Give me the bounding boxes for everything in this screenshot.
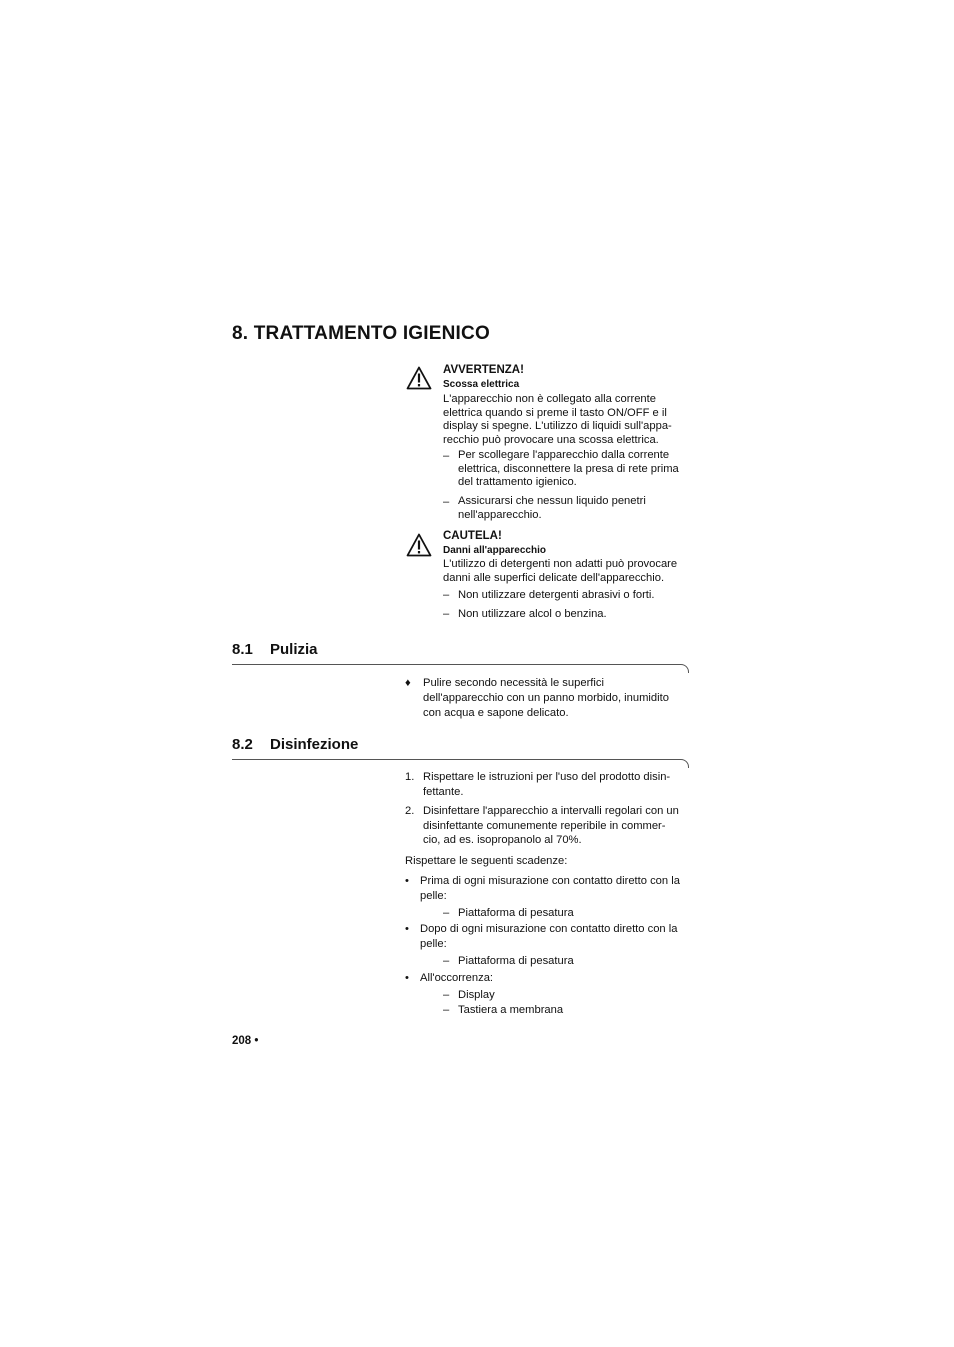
text-line: Rispettare le istruzioni per l'uso del prodotto disin- <box>423 771 671 783</box>
warning-triangle-icon <box>406 533 432 557</box>
text-line: display si spegne. L'utilizzo di liquidi sull'appa- <box>443 420 672 433</box>
text-line: nell'apparecchio. <box>458 508 542 521</box>
text-line: cio, ad es. isopropanolo al 70%. <box>423 834 582 847</box>
schedule-intro: Rispettare le seguenti scadenze: <box>405 855 568 867</box>
bullet-marker: • <box>405 923 409 935</box>
text-line: pelle: <box>420 889 447 902</box>
list-item: Non utilizzare alcol o benzina. <box>458 608 607 620</box>
section-rule <box>232 759 680 760</box>
text-line: elettrica quando si preme il tasto ON/OFF e il <box>443 406 667 419</box>
text-line: fettante. <box>423 786 464 798</box>
warning-subtitle: Scossa elettrica <box>443 379 520 390</box>
dash-marker: – <box>443 608 450 620</box>
caution-text <box>443 558 677 585</box>
text-line: Assicurarsi che nessun liquido penetri <box>458 495 646 507</box>
text-line: L'utilizzo di detergenti non adatti può provocare <box>443 558 678 570</box>
section-number: 8.1 <box>232 641 253 658</box>
bullet-marker: • <box>405 875 409 887</box>
schedule-item <box>420 922 677 951</box>
dash-marker: – <box>443 589 450 601</box>
schedule-subitem: Piattaforma di pesatura <box>458 907 574 919</box>
bullet-marker: • <box>405 972 409 984</box>
section-heading <box>232 736 358 753</box>
cleaning-instruction <box>423 676 669 721</box>
schedule-subitem: Display <box>458 989 495 1001</box>
text-line: Pulire secondo necessità le superfici <box>423 677 604 689</box>
step-text <box>423 804 679 848</box>
section-title: Pulizia <box>270 641 318 658</box>
step-text <box>423 770 670 800</box>
caution-title: CAUTELA! <box>443 530 502 542</box>
text-line: Dopo di ogni misurazione con contatto diretto con la <box>420 923 678 935</box>
text-line: elettrica, disconnettere la presa di rete prima <box>458 462 679 475</box>
section-rule <box>232 664 680 665</box>
warning-title: AVVERTENZA! <box>443 364 524 376</box>
section-number: 8.2 <box>232 736 253 753</box>
text-line: del trattamento igienico. <box>458 476 577 489</box>
dash-marker: – <box>443 496 450 508</box>
section-rule-corner <box>680 759 689 768</box>
list-item <box>458 449 679 490</box>
section-rule-corner <box>680 664 689 673</box>
chapter-title: 8. TRATTAMENTO IGIENICO <box>232 323 490 344</box>
schedule-item <box>420 874 680 903</box>
section-title: Disinfezione <box>270 736 359 753</box>
schedule-item: All'occorrenza: <box>420 972 494 984</box>
text-line: pelle: <box>420 937 447 950</box>
warning-text <box>443 393 672 447</box>
dash-marker: – <box>443 989 450 1001</box>
dash-marker: – <box>443 1004 450 1016</box>
dash-marker: – <box>443 955 450 967</box>
text-line: disinfettante comunemente reperibile in commer- <box>423 819 666 832</box>
text-line: dell'apparecchio con un panno morbido, inumidito <box>423 692 669 704</box>
caution-subtitle: Danni all'apparecchio <box>443 545 546 556</box>
text-line: L'apparecchio non è collegato alla corrente <box>443 393 656 405</box>
list-item: Non utilizzare detergenti abrasivi o forti. <box>458 589 655 601</box>
warning-triangle-icon <box>406 366 432 390</box>
step-number: 2. <box>405 805 415 817</box>
schedule-subitem: Tastiera a membrana <box>458 1004 564 1016</box>
text-line: recchio può provocare una scossa elettrica. <box>443 433 659 446</box>
text-line: Per scollegare l'apparecchio dalla corrente <box>458 449 670 461</box>
section-heading <box>232 641 318 658</box>
dash-marker: – <box>443 450 450 462</box>
text-line: Prima di ogni misurazione con contatto diretto con la <box>420 875 680 887</box>
text-line: con acqua e sapone delicato. <box>423 707 569 719</box>
page-number: 208 • <box>232 1035 259 1047</box>
schedule-subitem: Piattaforma di pesatura <box>458 955 574 967</box>
text-line: Disinfettare l'apparecchio a intervalli regolari con un <box>423 805 679 817</box>
dash-marker: – <box>443 907 450 919</box>
list-item <box>458 495 646 522</box>
step-number: 1. <box>405 771 415 783</box>
diamond-bullet-icon: ♦ <box>405 677 411 689</box>
text-line: danni alle superfici delicate dell'apparecchio. <box>443 571 665 584</box>
